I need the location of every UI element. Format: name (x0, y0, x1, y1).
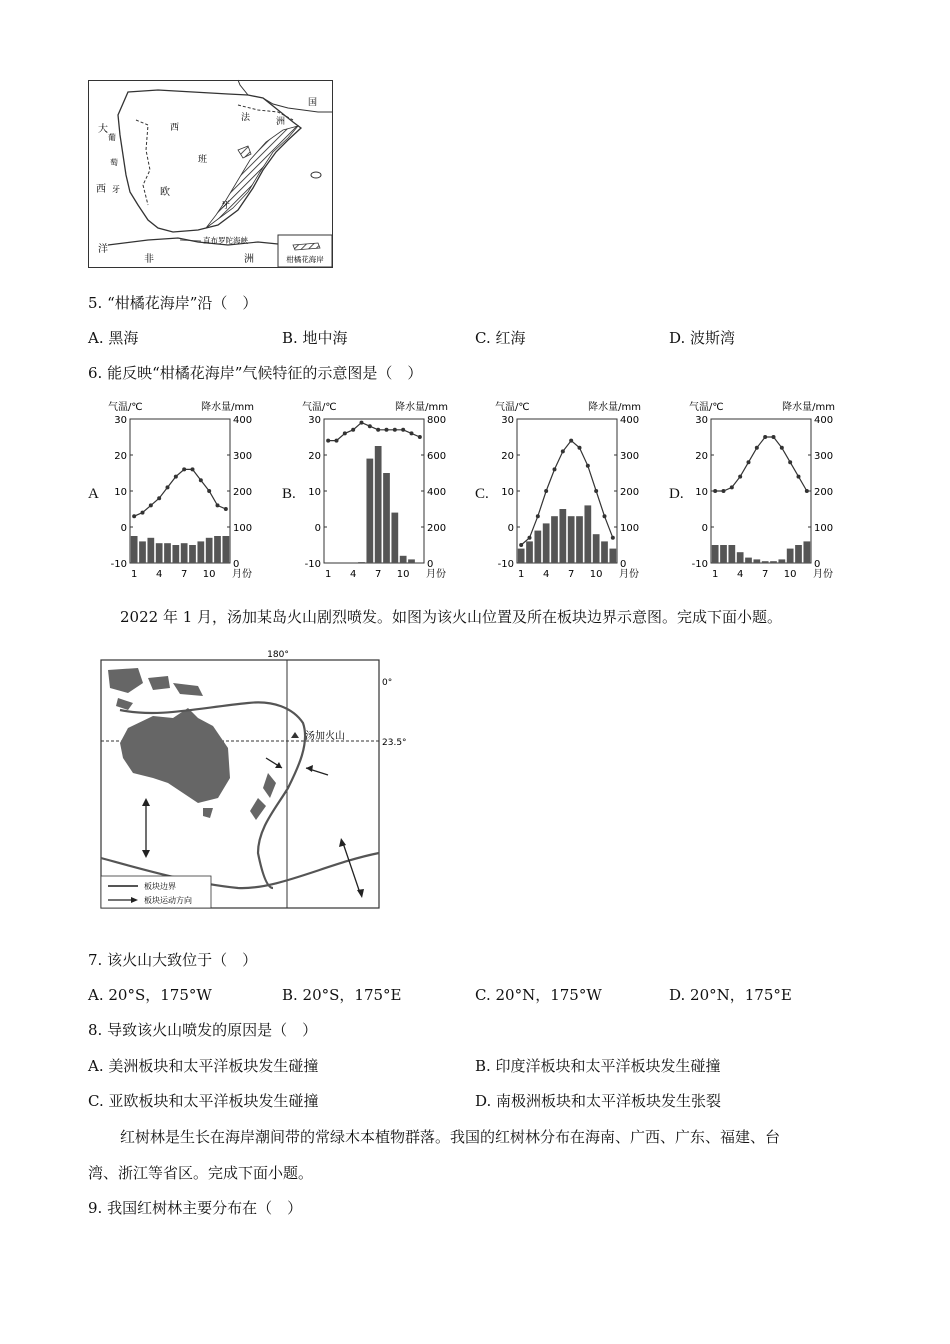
month-tick-label: 1 (130, 569, 138, 580)
temp-point (594, 489, 598, 493)
temp-axis-title: 气温/℃ (108, 402, 143, 413)
temp-tick-label: 30 (114, 415, 127, 426)
precip-bar (593, 534, 600, 563)
temp-point (772, 435, 776, 439)
precip-tick-label: 300 (233, 451, 253, 462)
precip-bar (559, 509, 566, 563)
temp-point (182, 467, 186, 471)
svg-text:非: 非 (144, 254, 154, 265)
month-axis-title: 月份 (619, 569, 639, 580)
temp-point (788, 460, 792, 464)
intro-tonga: 2022 年 1 月，汤加某岛火山剧烈喷发。如图为该火山位置及所在板块边界示意图。完成下面小题。 (120, 608, 783, 626)
precip-bar (222, 536, 229, 563)
q7-option-b[interactable]: B. 20°S，175°E (282, 986, 402, 1004)
precip-bar (147, 538, 154, 563)
temp-point (191, 467, 195, 471)
temp-point (569, 439, 573, 443)
plot-frame (324, 419, 424, 563)
precip-bar (391, 513, 398, 563)
month-tick-label: 7 (180, 569, 188, 580)
precip-tick-label: 200 (620, 487, 640, 498)
temp-point (174, 475, 178, 479)
temp-point (418, 435, 422, 439)
temp-tick-label: -10 (304, 559, 321, 570)
climate-chart-b (300, 395, 450, 595)
svg-text:洋: 洋 (98, 244, 108, 255)
svg-text:欧: 欧 (160, 187, 170, 198)
temp-point (335, 439, 339, 443)
volcano-label: 汤加火山 (305, 731, 345, 742)
precip-bar (568, 516, 575, 563)
temp-point (611, 536, 615, 540)
precip-bar (358, 562, 365, 563)
month-axis-title: 月份 (232, 569, 252, 580)
temp-tick-label: 20 (695, 451, 708, 462)
temp-line (715, 437, 807, 491)
precip-bar (728, 545, 735, 563)
precip-bar (366, 459, 373, 563)
temp-point (544, 489, 548, 493)
temp-tick-label: 10 (114, 487, 127, 498)
month-tick-label: 7 (374, 569, 382, 580)
q8-option-c[interactable]: C. 亚欧板块和太平洋板块发生碰撞 (88, 1092, 319, 1110)
precip-tick-label: 0 (233, 559, 240, 570)
precip-bar (787, 549, 794, 563)
svg-text:牙: 牙 (221, 201, 231, 211)
temp-point (780, 446, 784, 450)
precip-bar (795, 545, 802, 563)
precip-bar (131, 536, 138, 563)
q5-option-a[interactable]: A. 黑海 (88, 329, 139, 347)
month-tick-label: 1 (324, 569, 332, 580)
climate-chart-c (493, 395, 643, 595)
temp-point (519, 543, 523, 547)
q6-stem: 6. 能反映“柑橘花海岸”气候特征的示意图是（ ） (88, 364, 423, 382)
month-tick-label: 4 (542, 569, 550, 580)
iberia-map (88, 80, 333, 268)
precip-bar (383, 473, 390, 563)
precip-tick-label: 400 (620, 415, 640, 426)
climate-chart-a (106, 395, 256, 595)
temp-tick-label: 10 (695, 487, 708, 498)
precip-tick-label: 0 (620, 559, 627, 570)
temp-point (166, 485, 170, 489)
precip-axis-title: 降水量/mm (782, 402, 835, 413)
temp-tick-label: -10 (497, 559, 514, 570)
q5-stem: 5. “柑橘花海岸”沿（ ） (88, 294, 258, 312)
svg-text:萄: 萄 (110, 158, 118, 167)
svg-text:牙: 牙 (112, 185, 120, 194)
precip-tick-label: 100 (814, 523, 834, 534)
precip-bar (534, 531, 541, 563)
intro-mangrove-line1: 红树林是生长在海岸潮间带的常绿木本植物群落。我国的红树林分布在海南、广西、广东、福建、台 (120, 1128, 781, 1146)
temp-tick-label: -10 (691, 559, 708, 570)
precip-bar (172, 545, 179, 563)
precip-bar (584, 505, 591, 563)
precip-bar (400, 556, 407, 563)
temp-axis-title: 气温/℃ (302, 402, 337, 413)
month-tick-label: 4 (349, 569, 357, 580)
precip-tick-label: 100 (233, 523, 253, 534)
lon-180-label: 180° (267, 650, 289, 660)
precip-bar (745, 558, 752, 563)
month-tick-label: 1 (517, 569, 525, 580)
precip-bar (712, 545, 719, 563)
q7-option-d[interactable]: D. 20°N，175°E (669, 986, 792, 1004)
month-tick-label: 4 (155, 569, 163, 580)
legend-label: 柑橘花海岸 (286, 255, 324, 264)
strait-label: 直布罗陀海峡 (203, 236, 248, 245)
temp-tick-label: 20 (501, 451, 514, 462)
precip-tick-label: 0 (427, 559, 434, 570)
temp-tick-label: 10 (308, 487, 321, 498)
temp-point (410, 431, 414, 435)
temp-point (603, 514, 607, 518)
precip-bar (214, 536, 221, 563)
temp-point (747, 460, 751, 464)
precip-bar (156, 543, 163, 563)
month-axis-title: 月份 (813, 569, 833, 580)
temp-point (216, 503, 220, 507)
precip-tick-label: 300 (620, 451, 640, 462)
svg-text:法: 法 (241, 113, 251, 123)
q5-option-d[interactable]: D. 波斯湾 (669, 329, 736, 347)
precip-tick-label: 600 (427, 451, 447, 462)
temp-axis-title: 气温/℃ (689, 402, 724, 413)
temp-point (536, 514, 540, 518)
temp-point (199, 478, 203, 482)
temp-point (385, 428, 389, 432)
chart-d-label[interactable]: D. (669, 486, 684, 502)
temp-tick-label: 0 (701, 523, 708, 534)
svg-text:洲: 洲 (244, 254, 254, 265)
precip-bar (803, 541, 810, 563)
temp-point (528, 536, 532, 540)
precip-tick-label: 200 (814, 487, 834, 498)
q7-option-a[interactable]: A. 20°S，175°W (88, 986, 212, 1004)
temp-point (553, 467, 557, 471)
month-axis-title: 月份 (426, 569, 446, 580)
q8-stem: 8. 导致该火山喷发的原因是（ ） (88, 1021, 318, 1039)
precip-bar (576, 516, 583, 563)
temp-line (521, 441, 613, 545)
temp-tick-label: -10 (110, 559, 127, 570)
precip-bar (753, 559, 760, 563)
month-tick-label: 10 (589, 569, 603, 580)
temp-point (132, 514, 136, 518)
temp-point (157, 496, 161, 500)
precip-bar (164, 543, 171, 563)
temp-point (713, 489, 717, 493)
temp-point (376, 428, 380, 432)
temp-tick-label: 0 (120, 523, 127, 534)
temp-tick-label: 20 (114, 451, 127, 462)
temp-tick-label: 0 (314, 523, 321, 534)
temp-point (730, 485, 734, 489)
chart-b-label[interactable]: B. (282, 486, 296, 502)
svg-text:大: 大 (98, 124, 108, 135)
precip-bar (778, 559, 785, 563)
temp-point (755, 446, 759, 450)
precip-axis-title: 降水量/mm (201, 402, 254, 413)
q9-stem: 9. 我国红树林主要分布在（ ） (88, 1199, 303, 1217)
temp-tick-label: 20 (308, 451, 321, 462)
precip-bar (518, 549, 525, 563)
temp-point (149, 503, 153, 507)
temp-point (578, 446, 582, 450)
temp-tick-label: 30 (501, 415, 514, 426)
temp-point (763, 435, 767, 439)
temp-line (134, 469, 226, 516)
q7-stem: 7. 该火山大致位于（ ） (88, 951, 258, 969)
temp-point (207, 489, 211, 493)
temp-line (328, 423, 420, 441)
precip-bar (762, 561, 769, 563)
temp-point (343, 431, 347, 435)
temp-tick-label: 10 (501, 487, 514, 498)
temp-tick-label: 30 (308, 415, 321, 426)
precip-bar (375, 446, 382, 563)
month-tick-label: 7 (761, 569, 769, 580)
precip-axis-title: 降水量/mm (588, 402, 641, 413)
precip-bar (601, 541, 608, 563)
precip-tick-label: 400 (814, 415, 834, 426)
temp-point (797, 475, 801, 479)
precip-tick-label: 400 (233, 415, 253, 426)
temp-point (805, 489, 809, 493)
precip-tick-label: 800 (427, 415, 447, 426)
q7-option-c[interactable]: C. 20°N，175°W (475, 986, 602, 1004)
precip-bar (526, 541, 533, 563)
temp-point (393, 428, 397, 432)
month-tick-label: 4 (736, 569, 744, 580)
q8-option-a[interactable]: A. 美洲板块和太平洋板块发生碰撞 (88, 1057, 319, 1075)
tonga-map (98, 648, 407, 910)
temp-tick-label: 30 (695, 415, 708, 426)
temp-point (351, 428, 355, 432)
month-tick-label: 1 (711, 569, 719, 580)
temp-point (738, 475, 742, 479)
precip-bar (720, 545, 727, 563)
precip-bar (189, 545, 196, 563)
precip-bar (206, 538, 213, 563)
temp-point (224, 507, 228, 511)
precip-bar (408, 559, 415, 563)
month-tick-label: 7 (567, 569, 575, 580)
temp-axis-title: 气温/℃ (495, 402, 530, 413)
temp-point (561, 449, 565, 453)
precip-bar (770, 561, 777, 563)
temp-point (401, 428, 405, 432)
intro-mangrove-line2: 湾、浙江等省区。完成下面小题。 (88, 1164, 314, 1182)
temp-point (360, 421, 364, 425)
precip-bar (139, 541, 146, 563)
svg-text:班: 班 (198, 155, 208, 165)
precip-tick-label: 0 (814, 559, 821, 570)
climate-chart-d (687, 395, 837, 595)
precip-bar (181, 543, 188, 563)
precip-bar (551, 516, 558, 563)
temp-point (586, 464, 590, 468)
temp-point (141, 511, 145, 515)
month-tick-label: 10 (396, 569, 410, 580)
legend-motion: 板块运动方向 (144, 896, 192, 905)
precip-tick-label: 200 (233, 487, 253, 498)
svg-text:洲: 洲 (276, 117, 286, 127)
precip-bar (609, 549, 616, 563)
precip-tick-label: 300 (814, 451, 834, 462)
svg-text:西: 西 (170, 123, 180, 133)
svg-text:国: 国 (308, 98, 318, 108)
svg-text:葡: 葡 (108, 133, 116, 142)
chart-a-label[interactable]: A (88, 486, 99, 502)
chart-c-label[interactable]: C. (475, 486, 489, 502)
month-tick-label: 10 (202, 569, 216, 580)
q5-option-c[interactable]: C. 红海 (475, 329, 526, 347)
q5-option-b[interactable]: B. 地中海 (282, 329, 348, 347)
precip-bar (543, 523, 550, 563)
month-tick-label: 10 (783, 569, 797, 580)
temp-tick-label: 0 (507, 523, 514, 534)
precip-tick-label: 100 (620, 523, 640, 534)
temp-point (326, 439, 330, 443)
temp-point (722, 489, 726, 493)
precip-bar (197, 541, 204, 563)
equator-label: 0° (382, 678, 393, 688)
precip-tick-label: 200 (427, 523, 447, 534)
svg-text:西: 西 (96, 184, 106, 195)
tropic-label: 23.5° (382, 738, 407, 748)
q8-option-d[interactable]: D. 南极洲板块和太平洋板块发生张裂 (475, 1092, 722, 1110)
plot-frame (711, 419, 811, 563)
precip-axis-title: 降水量/mm (395, 402, 448, 413)
temp-point (368, 424, 372, 428)
q8-option-b[interactable]: B. 印度洋板块和太平洋板块发生碰撞 (475, 1057, 721, 1075)
legend-boundary: 板块边界 (144, 882, 176, 891)
precip-bar (737, 552, 744, 563)
precip-tick-label: 400 (427, 487, 447, 498)
